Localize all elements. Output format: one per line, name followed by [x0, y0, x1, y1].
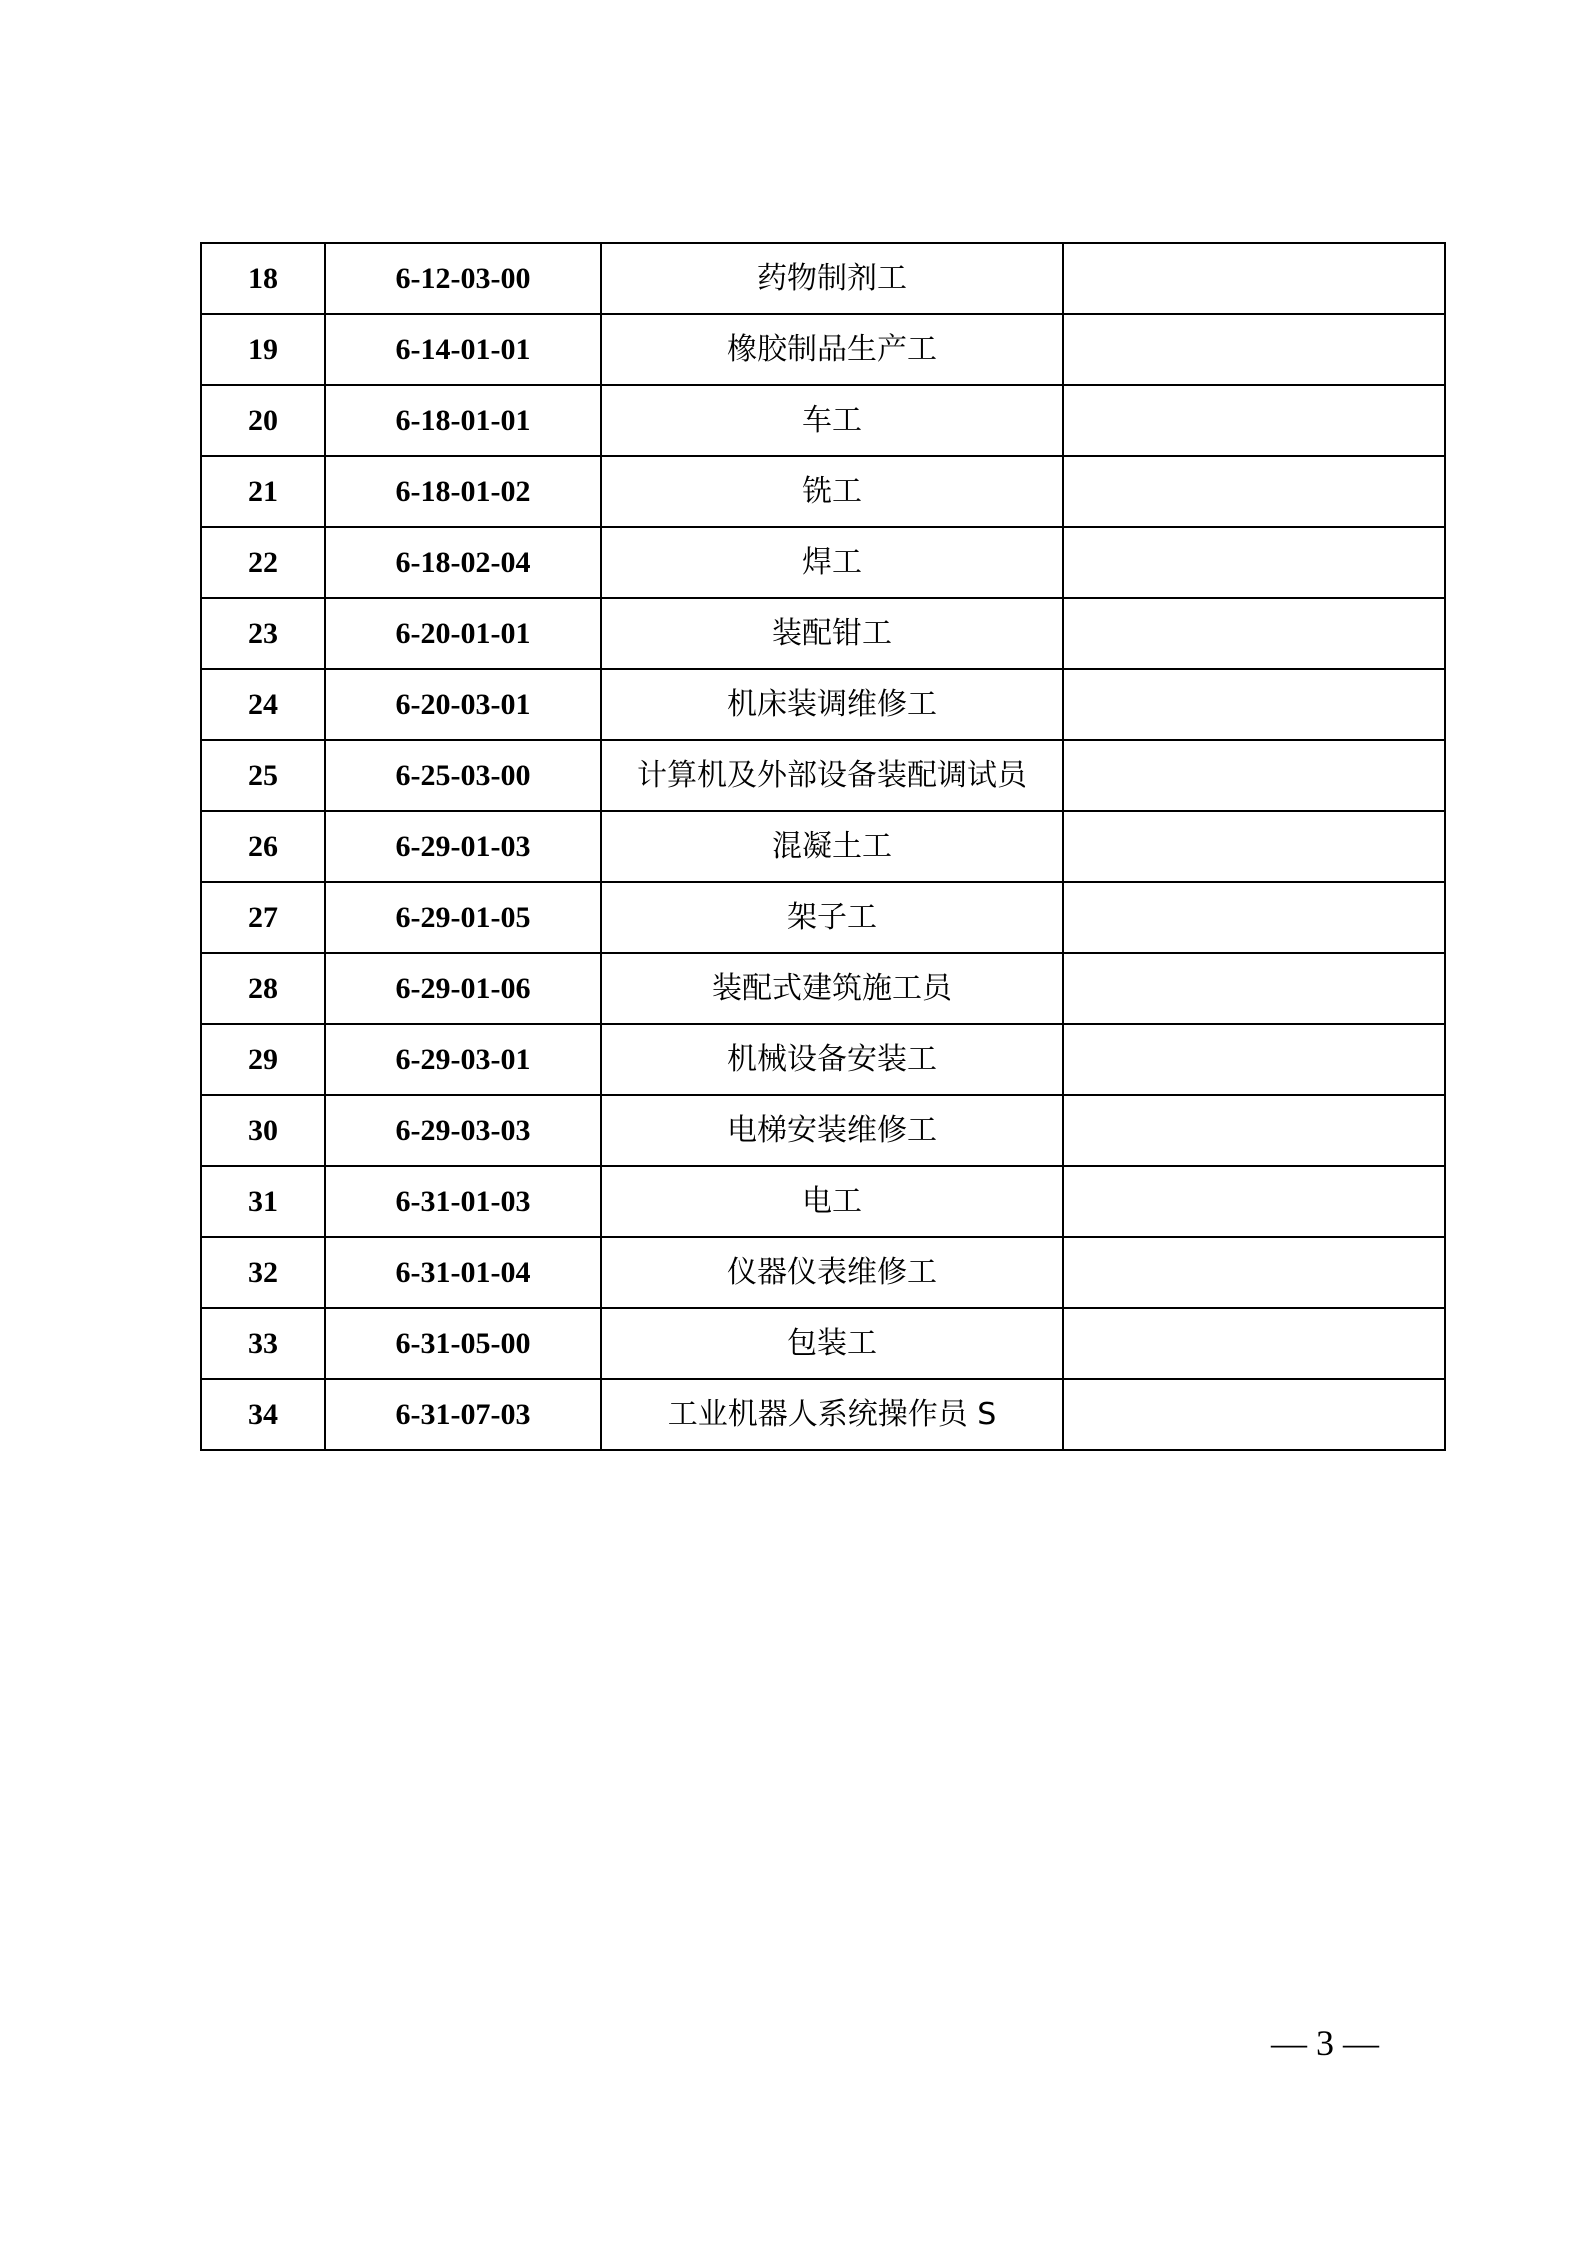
occupation-code-cell: 6-31-07-03 [325, 1379, 601, 1450]
occupation-code-cell: 6-20-03-01 [325, 669, 601, 740]
row-number-cell: 28 [201, 953, 325, 1024]
page-number: — 3 — [1271, 2023, 1379, 2063]
table-row [201, 598, 1445, 669]
occupation-code-cell: 6-14-01-01 [325, 314, 601, 385]
note-cell [1063, 598, 1445, 669]
note-cell [1063, 811, 1445, 882]
occupation-name-cell: 机床装调维修工 [601, 669, 1063, 740]
occupation-name-cell: 架子工 [601, 882, 1063, 953]
occupation-name-cell: 焊工 [601, 527, 1063, 598]
occupation-name-cell: 计算机及外部设备装配调试员 [601, 740, 1063, 811]
occupation-code-cell: 6-29-03-01 [325, 1024, 601, 1095]
table-row [201, 1308, 1445, 1379]
note-cell [1063, 669, 1445, 740]
occupation-code-cell: 6-31-01-04 [325, 1237, 601, 1308]
occupation-code-cell: 6-29-01-05 [325, 882, 601, 953]
table-row [201, 1095, 1445, 1166]
row-number-cell: 19 [201, 314, 325, 385]
table-row [201, 740, 1445, 811]
row-number-cell: 26 [201, 811, 325, 882]
row-number-cell: 32 [201, 1237, 325, 1308]
occupation-name-cell: 混凝土工 [601, 811, 1063, 882]
occupation-name-cell: 工业机器人系统操作员 S [601, 1379, 1063, 1450]
occupation-code-cell: 6-12-03-00 [325, 243, 601, 314]
row-number-cell: 20 [201, 385, 325, 456]
occupation-name-cell: 橡胶制品生产工 [601, 314, 1063, 385]
occupation-table [200, 242, 1446, 1451]
note-cell [1063, 1095, 1445, 1166]
row-number-cell: 27 [201, 882, 325, 953]
row-number-cell: 23 [201, 598, 325, 669]
row-number-cell: 22 [201, 527, 325, 598]
occupation-name-cell: 包装工 [601, 1308, 1063, 1379]
note-cell [1063, 1379, 1445, 1450]
row-number-cell: 18 [201, 243, 325, 314]
occupation-name-cell: 铣工 [601, 456, 1063, 527]
note-cell [1063, 1166, 1445, 1237]
occupation-code-cell: 6-18-01-01 [325, 385, 601, 456]
note-cell [1063, 243, 1445, 314]
occupation-name-cell: 电工 [601, 1166, 1063, 1237]
table-row [201, 953, 1445, 1024]
occupation-code-cell: 6-29-01-06 [325, 953, 601, 1024]
occupation-name-cell: 电梯安装维修工 [601, 1095, 1063, 1166]
table-row [201, 1024, 1445, 1095]
occupation-code-cell: 6-31-01-03 [325, 1166, 601, 1237]
note-cell [1063, 314, 1445, 385]
occupation-name-cell: 装配式建筑施工员 [601, 953, 1063, 1024]
row-number-cell: 34 [201, 1379, 325, 1450]
table-row [201, 527, 1445, 598]
occupation-code-cell: 6-25-03-00 [325, 740, 601, 811]
note-cell [1063, 385, 1445, 456]
table-row [201, 243, 1445, 314]
note-cell [1063, 740, 1445, 811]
table-row [201, 1237, 1445, 1308]
occupation-code-cell: 6-18-02-04 [325, 527, 601, 598]
occupation-name-cell: 车工 [601, 385, 1063, 456]
note-cell [1063, 456, 1445, 527]
occupation-code-cell: 6-29-03-03 [325, 1095, 601, 1166]
note-cell [1063, 527, 1445, 598]
table-row [201, 456, 1445, 527]
note-cell [1063, 953, 1445, 1024]
occupation-code-cell: 6-18-01-02 [325, 456, 601, 527]
occupation-name-cell: 装配钳工 [601, 598, 1063, 669]
note-cell [1063, 1024, 1445, 1095]
table-row [201, 882, 1445, 953]
row-number-cell: 24 [201, 669, 325, 740]
table-body [201, 243, 1445, 1450]
note-cell [1063, 1237, 1445, 1308]
note-cell [1063, 882, 1445, 953]
row-number-cell: 29 [201, 1024, 325, 1095]
table-row [201, 1166, 1445, 1237]
table-row [201, 811, 1445, 882]
occupation-name-cell: 仪器仪表维修工 [601, 1237, 1063, 1308]
row-number-cell: 33 [201, 1308, 325, 1379]
table-row [201, 1379, 1445, 1450]
row-number-cell: 30 [201, 1095, 325, 1166]
occupation-code-cell: 6-20-01-01 [325, 598, 601, 669]
note-cell [1063, 1308, 1445, 1379]
table-row [201, 314, 1445, 385]
table-row [201, 385, 1445, 456]
row-number-cell: 31 [201, 1166, 325, 1237]
occupation-name-cell: 药物制剂工 [601, 243, 1063, 314]
table-row [201, 669, 1445, 740]
row-number-cell: 25 [201, 740, 325, 811]
occupation-code-cell: 6-29-01-03 [325, 811, 601, 882]
row-number-cell: 21 [201, 456, 325, 527]
occupation-code-cell: 6-31-05-00 [325, 1308, 601, 1379]
occupation-name-cell: 机械设备安装工 [601, 1024, 1063, 1095]
